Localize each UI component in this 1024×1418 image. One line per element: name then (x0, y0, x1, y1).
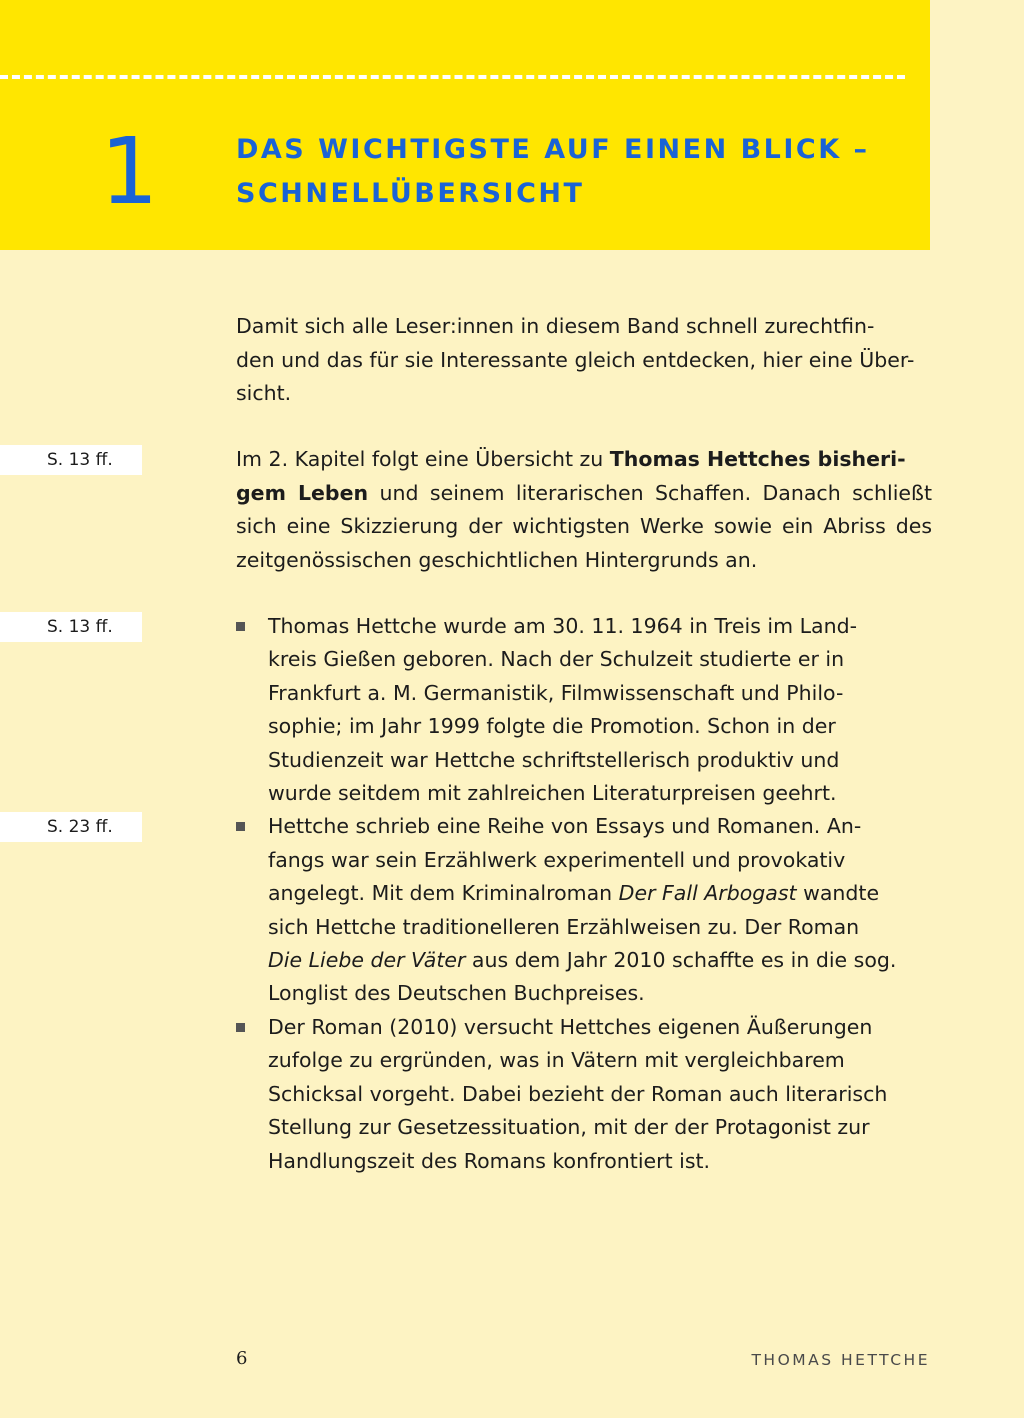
text-segment: angelegt. Mit dem Kriminalroman (268, 881, 619, 906)
text-line: Thomas Hettche wurde am 30. 11. 1964 in Treis im Land- (268, 614, 857, 638)
margin-reference: S. 23 ff. (0, 812, 142, 842)
chapter-title-line-1: DAS WICHTIGSTE AUF EINEN BLICK – (236, 134, 870, 165)
text-segment: wandte (796, 881, 880, 906)
list-item (236, 810, 936, 1010)
book-title-die-liebe-der-vaeter: Die Liebe der Väter (268, 948, 466, 973)
chapter-header-band (0, 0, 930, 250)
text-line: Studienzeit war Hettche schriftstellerisch produktiv und (268, 747, 840, 772)
dashed-divider (0, 75, 905, 79)
page-number: 6 (236, 1348, 248, 1369)
text-line: Der Roman (2010) versucht Hettches eigenen Äußerungen (268, 1014, 873, 1039)
bullet-text (268, 1011, 936, 1178)
text-line: wurde seitdem mit zahlreichen Literaturpreisen geehrt. (268, 781, 837, 806)
overview-text-start: Im 2. Kapitel folgt eine Übersicht zu (236, 447, 610, 471)
margin-reference: S. 13 ff. (0, 612, 142, 642)
margin-reference: S. 13 ff. (0, 445, 142, 475)
text-line: Longlist des Deutschen Buchpreises. (268, 981, 645, 1006)
text-line (268, 877, 936, 910)
text-line: sophie; im Jahr 1999 folgte die Promotion. Schon in der (268, 714, 836, 739)
chapter-title-line-2: SCHNELLÜBERSICHT (236, 178, 585, 209)
list-item (236, 610, 936, 810)
chapter2-overview-paragraph (236, 443, 932, 577)
key-facts-list (236, 610, 936, 1178)
text-line (268, 944, 936, 977)
running-footer-author: THOMAS HETTCHE (751, 1351, 930, 1369)
list-item (236, 1011, 936, 1178)
chapter-number: 1 (100, 118, 159, 225)
text-line: Schicksal vorgeht. Dabei bezieht der Roman auch literarisch (268, 1081, 888, 1106)
intro-paragraph (236, 310, 932, 411)
book-title-der-fall-arbogast: Der Fall Arbogast (618, 881, 797, 906)
overview-bold-text: Thomas Hettches bisheri- gem Leben (236, 447, 906, 505)
square-bullet-icon (236, 822, 245, 831)
text-line: fangs war sein Erzählwerk experimentell und provokativ (268, 847, 846, 872)
bullet-text (268, 810, 936, 1010)
overview-text-end: und seinem literarischen Schaffen. Danach schließt sich eine Skizzierung der wichtigsten Werke sowie ein Abriss des zeitgenössischen geschichtlichen Hintergrunds an. (236, 480, 932, 572)
square-bullet-icon (236, 1023, 245, 1032)
text-line: sich Hettche traditionelleren Erzählweisen zu. Der Roman (268, 914, 860, 939)
intro-text: Damit sich alle Leser:innen in diesem Band schnell zurechtfin- den und das für sie Interessante gleich entdecken, hier eine Über- sicht. (236, 314, 915, 405)
text-line: zufolge zu ergründen, was in Vätern mit vergleichbarem (268, 1048, 845, 1073)
text-segment: aus dem Jahr 2010 schaffte es in die sog. (465, 948, 897, 973)
text-line: Frankfurt a. M. Germanistik, Filmwissenschaft und Philo- (268, 680, 844, 705)
chapter-title (236, 128, 906, 216)
text-line: Handlungszeit des Romans konfrontiert ist. (268, 1148, 711, 1173)
text-line: kreis Gießen geboren. Nach der Schulzeit studierte er in (268, 647, 845, 672)
bullet-text (268, 610, 936, 810)
square-bullet-icon (236, 622, 245, 631)
text-line: Stellung zur Gesetzessituation, mit der der Protagonist zur (268, 1115, 870, 1140)
text-line: Hettche schrieb eine Reihe von Essays und Romanen. An- (268, 814, 862, 839)
